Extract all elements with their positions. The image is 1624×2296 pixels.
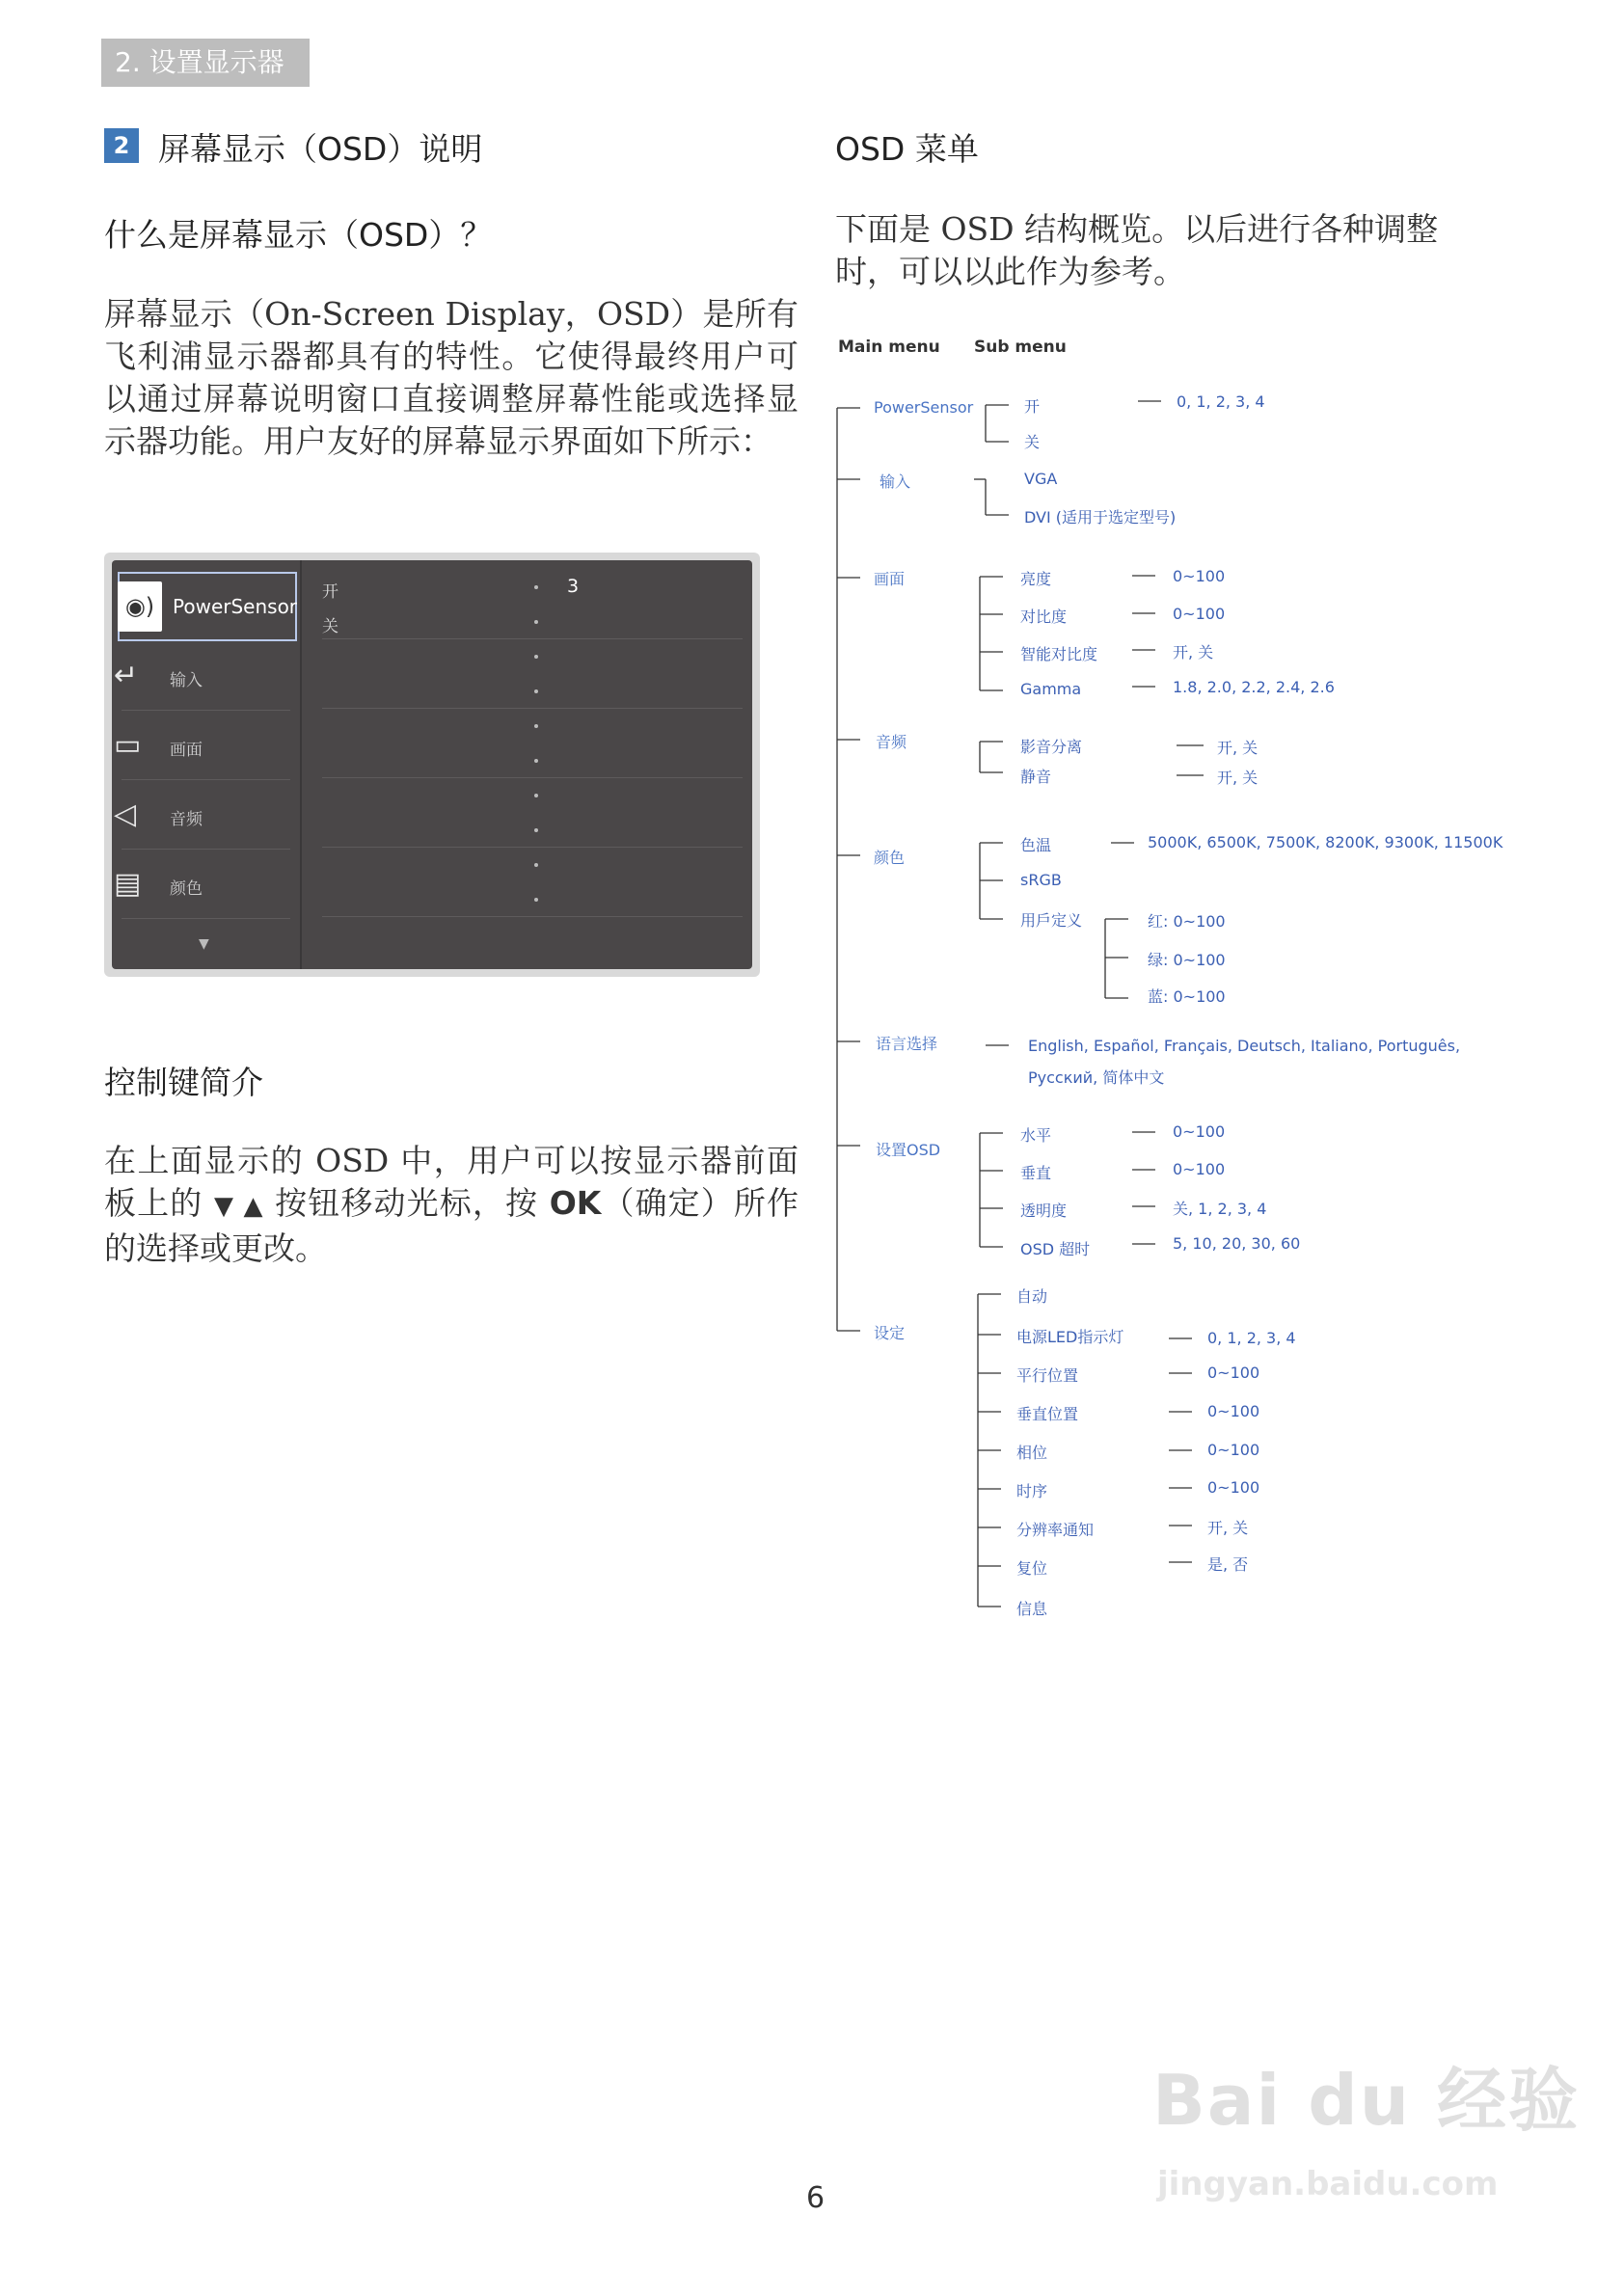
osd-menu-heading: OSD 菜单	[835, 130, 979, 168]
submenu-label: 透明度	[1020, 1202, 1068, 1220]
submenu-value: 0~100	[1207, 1478, 1260, 1497]
osd-selected-label: PowerSensor	[173, 595, 298, 618]
language-list-line2: Русский, 简体中文	[1028, 1068, 1165, 1087]
submenu-value: 0~100	[1173, 605, 1226, 623]
osd-row-label: 开	[322, 582, 338, 602]
submenu-label: OSD 超时	[1020, 1240, 1091, 1258]
menu-language: 语言选择	[876, 1035, 938, 1053]
input-icon: ↵	[114, 659, 139, 692]
controls-text-1: 在上面显示的 OSD 中，用户可以按显示器前面板上的	[104, 1142, 798, 1222]
section-tag: 2. 设置显示器	[101, 39, 310, 87]
submenu-label: 对比度	[1020, 608, 1068, 626]
controls-text-3: （确定）所作的选择或更改。	[104, 1184, 799, 1267]
submenu-label: sRGB	[1020, 871, 1062, 889]
speaker-icon: ◁	[114, 797, 137, 831]
osd-intro-paragraph: 屏幕显示（On-Screen Display，OSD）是所有飞利浦显示器都具有的特性。它使得最终用户可以通过屏幕说明窗口直接调整屏幕性能或选择显示器功能。用户友好的屏幕显示界面如下所示：	[104, 295, 798, 460]
submenu-value: 蓝: 0~100	[1148, 987, 1226, 1006]
menu-audio: 音频	[876, 733, 907, 751]
submenu-value: 5, 10, 20, 30, 60	[1173, 1234, 1301, 1253]
submenu-label: 垂直位置	[1016, 1405, 1079, 1423]
controls-text-2: 按钮移动光标，按	[275, 1184, 539, 1222]
menu-osd-settings: 设置OSD	[876, 1141, 941, 1159]
submenu-label: 影音分离	[1020, 738, 1083, 756]
submenu-label: 复位	[1016, 1559, 1048, 1578]
submenu-label: 平行位置	[1016, 1366, 1079, 1385]
picture-icon: ▭	[114, 728, 142, 762]
language-list-line1: English, Español, Français, Deutsch, Italiano, Português,	[1028, 1037, 1461, 1055]
submenu-value: 0~100	[1207, 1441, 1260, 1459]
down-up-arrow-icons: ▼ ▲	[213, 1192, 264, 1221]
submenu-label: 亮度	[1020, 570, 1052, 588]
submenu-label: 电源LED指示灯	[1016, 1328, 1124, 1346]
submenu-value: 是, 否	[1207, 1555, 1249, 1574]
submenu-value: 0~100	[1173, 1122, 1226, 1141]
submenu-label: 用戶定义	[1020, 911, 1083, 930]
submenu-value: 开, 关	[1207, 1519, 1249, 1537]
submenu-label: 信息	[1016, 1600, 1048, 1618]
baidu-jingyan-watermark-logo: Bai du 经验	[1152, 2060, 1581, 2141]
submenu-label: 智能对比度	[1020, 645, 1098, 663]
submenu-value: 绿: 0~100	[1148, 951, 1226, 969]
submenu-label: 静音	[1020, 768, 1052, 786]
baidu-jingyan-watermark-url: jingyan.baidu.com	[1157, 2165, 1499, 2203]
main-menu-column-header: Main menu	[838, 338, 940, 357]
submenu-value: 5000K, 6500K, 7500K, 8200K, 9300K, 11500K	[1148, 833, 1503, 851]
submenu-label: 开	[1024, 397, 1041, 416]
heading-number-badge: 2	[104, 128, 139, 163]
submenu-value: 关, 1, 2, 3, 4	[1173, 1200, 1267, 1218]
submenu-value: 1.8, 2.0, 2.2, 2.4, 2.6	[1173, 678, 1335, 696]
menu-color: 颜色	[874, 849, 906, 867]
scroll-down-arrow-icon: ▼	[199, 936, 209, 952]
submenu-label: 垂直	[1020, 1164, 1052, 1182]
osd-row-label: 关	[322, 617, 338, 636]
submenu-label: 色温	[1020, 836, 1052, 854]
submenu-value: 开, 关	[1217, 739, 1259, 757]
what-is-osd-heading: 什么是屏幕显示（OSD）？	[104, 216, 493, 254]
osd-item-label: 画面	[170, 741, 203, 760]
osd-item-label: 输入	[170, 671, 203, 690]
submenu-label: 自动	[1016, 1287, 1048, 1306]
section-heading: 屏幕显示（OSD）说明	[158, 130, 483, 168]
menu-powersensor: PowerSensor	[874, 398, 974, 417]
page-number: 6	[806, 2181, 826, 2215]
menu-input: 输入	[880, 473, 911, 491]
submenu-value: 0~100	[1207, 1364, 1260, 1382]
osd-menu-description: 下面是 OSD 结构概览。以后进行各种调整时，可以以此作为参考。	[835, 210, 1439, 290]
menu-setup: 设定	[874, 1324, 906, 1342]
color-icon: ▤	[114, 867, 142, 901]
submenu-value: 开, 关	[1173, 643, 1214, 662]
submenu-value: 开, 关	[1217, 769, 1259, 787]
ok-button-label: OK	[549, 1184, 602, 1222]
submenu-label: Gamma	[1020, 680, 1082, 698]
submenu-value: 0, 1, 2, 3, 4	[1177, 392, 1265, 411]
submenu-label: 关	[1024, 433, 1041, 451]
osd-item-label: 颜色	[170, 879, 203, 899]
submenu-label: 时序	[1016, 1482, 1048, 1500]
submenu-label: 相位	[1016, 1444, 1048, 1462]
submenu-label: VGA	[1024, 470, 1058, 488]
submenu-label: 水平	[1020, 1126, 1052, 1145]
submenu-value: 0~100	[1173, 1160, 1226, 1178]
submenu-value: 0, 1, 2, 3, 4	[1207, 1329, 1296, 1347]
submenu-label: DVI (适用于选定型号)	[1024, 508, 1177, 527]
sub-menu-column-header: Sub menu	[974, 338, 1067, 357]
controls-heading: 控制键简介	[104, 1064, 263, 1101]
osd-row-value: 3	[567, 576, 580, 597]
osd-item-label: 音频	[170, 810, 203, 829]
submenu-value: 0~100	[1207, 1402, 1260, 1420]
submenu-value: 红: 0~100	[1148, 912, 1226, 931]
menu-picture: 画面	[874, 570, 906, 588]
submenu-label: 分辨率通知	[1016, 1521, 1095, 1539]
submenu-value: 0~100	[1173, 567, 1226, 585]
power-sensor-icon: ◉)	[118, 581, 162, 632]
